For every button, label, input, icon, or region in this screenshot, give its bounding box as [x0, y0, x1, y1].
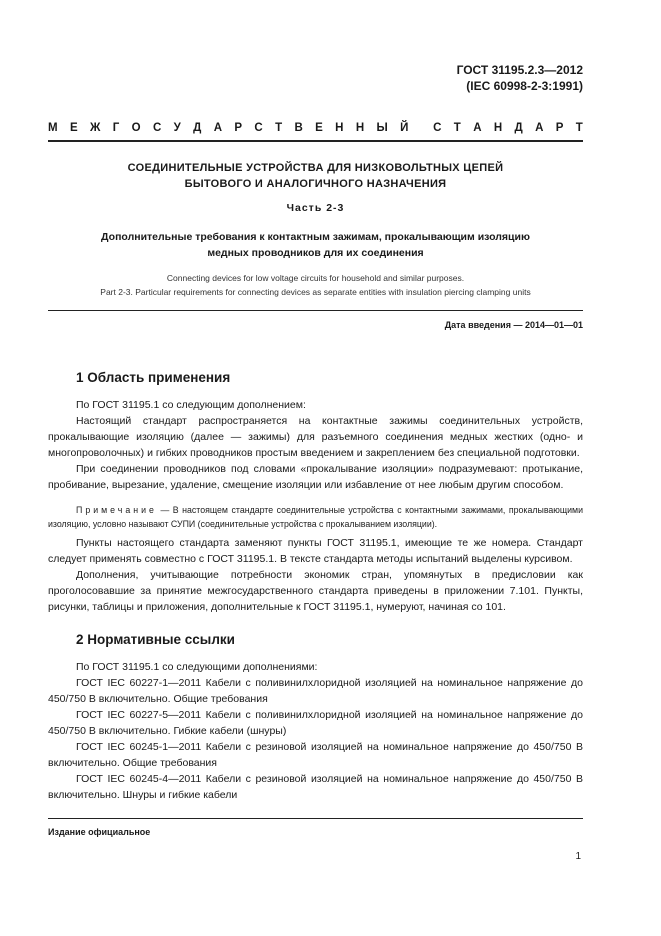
band-letter: Н [335, 122, 344, 134]
section-2-heading: 2 Нормативные ссылки [76, 632, 235, 647]
iec-number: (IEC 60998-2-3:1991) [466, 79, 583, 93]
band-letter: М [48, 122, 58, 134]
band-letter: Н [493, 122, 503, 134]
reference-item: ГОСТ IEC 60245-1—2011 Кабели с резиновой изоляцией на номинальное напряжение до 450/750 В включительно. Общие требования [48, 741, 583, 769]
part-label: Часть 2-3 [286, 202, 345, 214]
band-letter: Ж [89, 122, 101, 134]
document-title [48, 160, 583, 192]
standard-type-band [48, 122, 583, 134]
band-letter: Г [112, 122, 120, 134]
paragraph: Дополнения, учитывающие потребности экономик стран, упомянутых в предисловии как проголосовавшие за принятие межгосударственного стандарта приведены в приложении 7.101. Пункты, рисунки, таблицы и приложения, дополнительные к ГОСТ 31195.1, нумеруют, начиная со 101. [48, 569, 583, 613]
section-2-body [48, 659, 583, 803]
title-line: СОЕДИНИТЕЛЬНЫЕ УСТРОЙСТВА ДЛЯ НИЗКОВОЛЬТНЫХ ЦЕПЕЙ [127, 162, 504, 174]
band-letter: Р [555, 122, 564, 134]
introduction-date: Дата введения — 2014—01—01 [444, 320, 583, 330]
note [48, 503, 583, 531]
paragraph: По ГОСТ 31195.1 со следующими дополнениями: [76, 661, 318, 673]
subtitle-line: Дополнительные требования к контактным зажимам, прокалывающим изоляцию [101, 231, 530, 243]
band-letter: Е [315, 122, 323, 134]
band-letter: В [294, 122, 303, 134]
band-letter: Р [234, 122, 243, 134]
section-1-body-cont [48, 535, 583, 615]
official-edition: Издание официальное [48, 827, 151, 837]
band-letter: Й [400, 122, 409, 134]
paragraph: Настоящий стандарт распространяется на контактные зажимы соединительных устройств, прокалывающие изоляцию (далее — зажимы) для разъемного соединения медных жестких (одно- и многопроволочных) и гибких проводников простым введением и закреплением без специальной подготовки. [48, 415, 583, 459]
top-rule [48, 140, 583, 142]
band-letter: Д [514, 122, 523, 134]
band-letter: А [473, 122, 482, 134]
english-title-line: Connecting devices for low voltage circuits for household and similar purposes. [166, 273, 465, 283]
note-label: Примечание [76, 505, 157, 515]
band-letter: Ы [376, 122, 388, 134]
footer-rule [48, 818, 583, 819]
standard-number: ГОСТ 31195.2.3—2012 [456, 63, 583, 77]
band-letter: С [152, 122, 162, 134]
band-letter: О [131, 122, 141, 134]
document-header [457, 62, 583, 94]
section-1-heading: 1 Область применения [76, 370, 231, 385]
band-letter: Т [275, 122, 283, 134]
band-letter: А [213, 122, 223, 134]
reference-item: ГОСТ IEC 60245-4—2011 Кабели с резиновой изоляцией на номинальное напряжение до 450/750 В включительно. Шнуры и гибкие кабели [48, 773, 583, 801]
title-line: БЫТОВОГО И АНАЛОГИЧНОГО НАЗНАЧЕНИЯ [184, 178, 447, 190]
subtitle-line: медных проводников для их соединения [207, 247, 424, 259]
paragraph: При соединении проводников под словами «прокалывание изоляции» подразумевают: протыкание, пробивание, вырезание, удаление, смещение изоляции или избавление от нее любым другим способом. [48, 463, 583, 491]
paragraph: Пункты настоящего стандарта заменяют пункты ГОСТ 31195.1, имеющие те же номера. Стандарт следует применять совместно с ГОСТ 31195.1. В тексте стандарта методы испытаний выделены курсивом. [48, 537, 583, 565]
page-number: 1 [575, 851, 581, 862]
band-letter: Н [355, 122, 365, 134]
paragraph: По ГОСТ 31195.1 со следующим дополнением: [76, 399, 306, 411]
band-letter: А [535, 122, 544, 134]
document-subtitle [48, 229, 583, 261]
band-letter: С [433, 122, 442, 134]
title-rule [48, 310, 583, 311]
band-letter: У [173, 122, 181, 134]
note-text: — В настоящем стандарте соединительные устройства с контактными зажимами, прокалывающими изоляцию, условно называют СУПИ (соединительные устройства с прокалыванием изоляции). [48, 505, 584, 529]
reference-item: ГОСТ IEC 60227-1—2011 Кабели с поливинилхлоридной изоляцией на номинальное напряжение до 450/750 В включительно. Общие требования [48, 677, 583, 705]
band-letter: С [254, 122, 263, 134]
reference-item: ГОСТ IEC 60227-5—2011 Кабели с поливинилхлоридной изоляцией на номинальное напряжение до 450/750 В включительно. Гибкие кабели (шнуры) [48, 709, 583, 737]
english-title [48, 271, 583, 299]
band-letter: Т [453, 122, 461, 134]
band-letter: Е [69, 122, 78, 134]
english-title-line: Part 2-3. Particular requirements for connecting devices as separate entities with insulation piercing clamping units [100, 287, 531, 297]
section-1-body [48, 397, 583, 493]
band-letter: Т [575, 122, 583, 134]
band-letter: Д [193, 122, 202, 134]
